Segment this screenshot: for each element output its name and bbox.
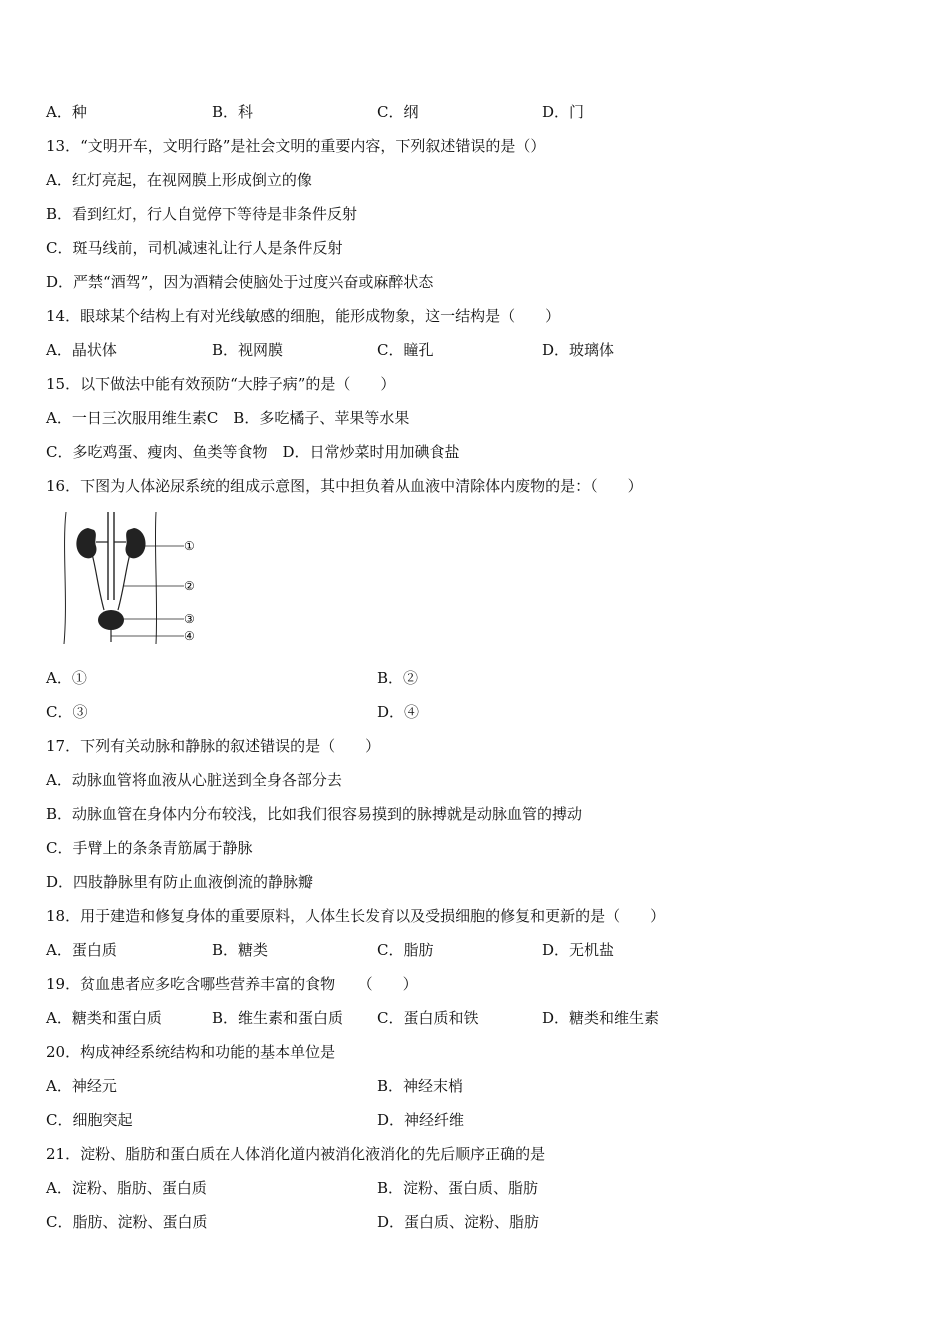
q19-option-d: D．糖类和维生素 (542, 1009, 660, 1027)
label-3: ③ (184, 612, 195, 626)
q13-stem: 13．“文明开车，文明行路”是社会文明的重要内容，下列叙述错误的是（） (46, 137, 546, 155)
q16-option-a: A．① (46, 669, 87, 687)
q15-options-cd: C．多吃鸡蛋、瘦肉、鱼类等食物 D．日常炒菜时用加碘食盐 (46, 443, 460, 461)
q18-option-c: C．脂肪 (377, 941, 434, 959)
q21-option-a: A．淀粉、脂肪、蛋白质 (46, 1179, 207, 1197)
q21-option-c: C．脂肪、淀粉、蛋白质 (46, 1213, 208, 1231)
label-1: ① (184, 539, 195, 553)
q14-stem: 14．眼球某个结构上有对光线敏感的细胞，能形成物象，这一结构是（ ） (46, 307, 561, 325)
q20-option-b: B．神经末梢 (377, 1077, 464, 1095)
q14-option-a: A．晶状体 (46, 341, 117, 359)
q13-option-d: D．严禁“酒驾”，因为酒精会使脑处于过度兴奋或麻醉状态 (46, 273, 434, 291)
q21-stem: 21．淀粉、脂肪和蛋白质在人体消化道内被消化液消化的先后顺序正确的是 (46, 1145, 546, 1163)
label-2: ② (184, 579, 195, 593)
q15-stem: 15．以下做法中能有效预防“大脖子病”的是（ ） (46, 375, 396, 393)
q15-options-ab: A．一日三次服用维生素C B．多吃橘子、苹果等水果 (46, 409, 410, 427)
q20-option-a: A．神经元 (46, 1077, 117, 1095)
q14-option-d: D．玻璃体 (542, 341, 615, 359)
q19-option-a: A．糖类和蛋白质 (46, 1009, 162, 1027)
q13-option-b: B．看到红灯，行人自觉停下等待是非条件反射 (46, 205, 358, 223)
urinary-system-diagram (60, 508, 205, 648)
q12-option-b: B．科 (212, 103, 254, 121)
q18-option-b: B．糖类 (212, 941, 269, 959)
q14-option-b: B．视网膜 (212, 341, 284, 359)
q16-stem: 16．下图为人体泌尿系统的组成示意图，其中担负着从血液中清除体内废物的是：（ ） (46, 477, 643, 495)
q17-stem: 17．下列有关动脉和静脉的叙述错误的是（ ） (46, 737, 381, 755)
q16-option-d: D．④ (377, 703, 420, 721)
q16-option-c: C．③ (46, 703, 88, 721)
label-4: ④ (184, 629, 195, 643)
q21-option-b: B．淀粉、蛋白质、脂肪 (377, 1179, 539, 1197)
q12-option-a: A．种 (46, 103, 87, 121)
q16-option-b: B．② (377, 669, 419, 687)
q20-option-c: C．细胞突起 (46, 1111, 133, 1129)
q12-option-d: D．门 (542, 103, 585, 121)
q17-option-b: B．动脉血管在身体内分布较浅，比如我们很容易摸到的脉搏就是动脉血管的搏动 (46, 805, 583, 823)
q17-option-a: A．动脉血管将血液从心脏送到全身各部分去 (46, 771, 342, 789)
q19-option-b: B．维生素和蛋白质 (212, 1009, 344, 1027)
q20-option-d: D．神经纤维 (377, 1111, 465, 1129)
q17-option-c: C．手臂上的条条青筋属于静脉 (46, 839, 253, 857)
q18-option-d: D．无机盐 (542, 941, 615, 959)
q12-option-c: C．纲 (377, 103, 419, 121)
q21-option-d: D．蛋白质、淀粉、脂肪 (377, 1213, 540, 1231)
q19-option-c: C．蛋白质和铁 (377, 1009, 479, 1027)
q19-stem: 19．贫血患者应多吃含哪些营养丰富的食物 （ ） (46, 975, 418, 993)
q17-option-d: D．四肢静脉里有防止血液倒流的静脉瓣 (46, 873, 314, 891)
q18-option-a: A．蛋白质 (46, 941, 117, 959)
q14-option-c: C．瞳孔 (377, 341, 434, 359)
q13-option-a: A．红灯亮起，在视网膜上形成倒立的像 (46, 171, 312, 189)
q20-stem: 20．构成神经系统结构和功能的基本单位是 (46, 1043, 336, 1061)
q13-option-c: C．斑马线前，司机减速礼让行人是条件反射 (46, 239, 343, 257)
q18-stem: 18．用于建造和修复身体的重要原料，人体生长发育以及受损细胞的修复和更新的是（ ） (46, 907, 666, 925)
